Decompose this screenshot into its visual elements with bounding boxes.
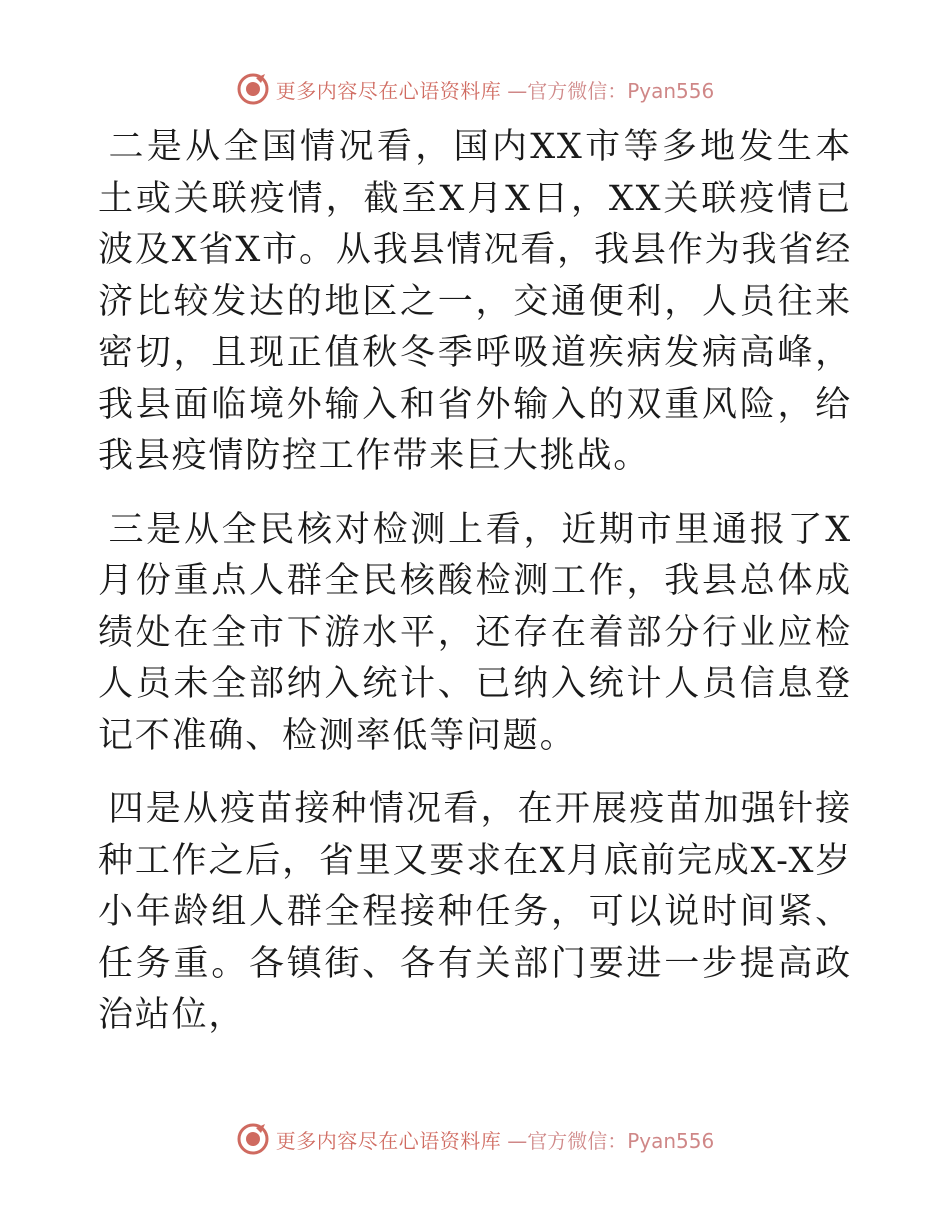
- watermark-contact: —官方微信：Pyan556: [507, 78, 715, 103]
- watermark-text: 更多内容尽在心语资料库: [275, 78, 502, 103]
- brand-logo-icon: [236, 72, 270, 106]
- watermark-text: 更多内容尽在心语资料库: [275, 1128, 502, 1153]
- watermark-contact: —官方微信：Pyan556: [507, 1128, 715, 1153]
- footer-watermark: [0, 1122, 950, 1156]
- paragraph-vaccination-situation: 四是从疫苗接种情况看，在开展疫苗加强针接种工作之后，省里又要求在X月底前完成X-X岁小年龄组人群全程接种任务，可以说时间紧、任务重。各镇街、各有关部门要进一步提高政治站位，: [98, 789, 852, 1035]
- brand-logo-icon: [236, 1122, 270, 1156]
- header-watermark: [0, 72, 950, 106]
- paragraph-national-situation: 二是从全国情况看，国内XX市等多地发生本土或关联疫情，截至X月X日，XX关联疫情已波及X省X市。从我县情况看，我县作为我省经济比较发达的地区之一，交通便利，人员往来密切，且现正值秋冬季呼吸道疾病发病高峰，我县面临境外输入和省外输入的双重风险，给我县疫情防控工作带来巨大挑战。: [98, 127, 852, 476]
- document-body: [98, 122, 852, 1042]
- paragraph-testing-situation: 三是从全民核对检测上看，近期市里通报了X月份重点人群全民核酸检测工作，我县总体成绩处在全市下游水平，还存在着部分行业应检人员未全部纳入统计、已纳入统计人员信息登记不准确、检测率低等问题。: [98, 509, 852, 756]
